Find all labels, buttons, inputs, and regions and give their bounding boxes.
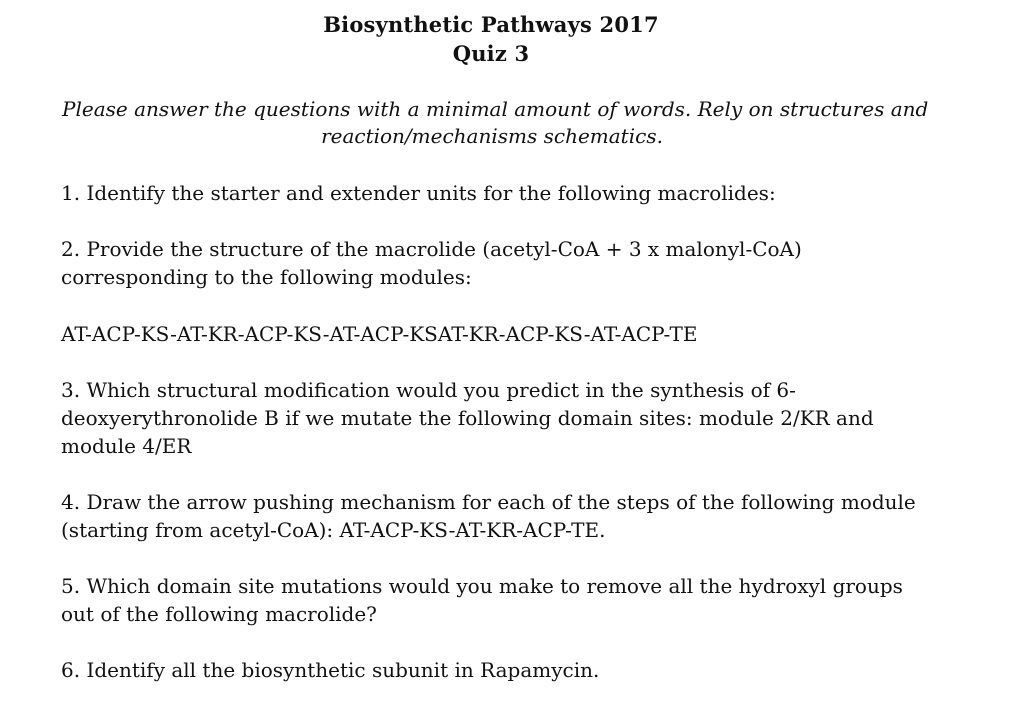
- question-3: [61, 376, 941, 460]
- question-2-line-2: corresponding to the following modules:: [61, 265, 472, 289]
- question-6-line-1: 6. Identify all the biosynthetic subunit in Rapamycin.: [61, 658, 600, 682]
- question-3-line-2: deoxyerythronolide B if we mutate the following domain sites: module 2/KR and: [61, 406, 874, 430]
- instructions-line-2: reaction/mechanisms schematics.: [321, 124, 663, 148]
- question-3-line-3: module 4/ER: [61, 434, 192, 458]
- question-1: [61, 179, 941, 207]
- question-5-line-2: out of the following macrolide?: [61, 602, 377, 626]
- quiz-number: Quiz 3: [452, 41, 530, 66]
- question-4-line-2: (starting from acetyl-CoA): AT-ACP-KS-AT-KR-ACP-TE.: [61, 518, 606, 542]
- question-5-line-1: 5. Which domain site mutations would you make to remove all the hydroxyl groups: [61, 574, 903, 598]
- question-2-line-1: 2. Provide the structure of the macrolide (acetyl-CoA + 3 x malonyl-CoA): [61, 237, 802, 261]
- module-sequence: [61, 320, 941, 348]
- question-2: [61, 235, 941, 291]
- question-1-line-1: 1. Identify the starter and extender units for the following macrolides:: [61, 181, 776, 205]
- module-sequence-text: AT-ACP-KS-AT-KR-ACP-KS-AT-ACP-KSAT-KR-ACP-KS-AT-ACP-TE: [61, 322, 698, 346]
- question-4: [61, 488, 941, 544]
- question-3-line-1: 3. Which structural modification would you predict in the synthesis of 6-: [61, 378, 796, 402]
- question-5: [61, 572, 941, 628]
- question-6: [61, 656, 941, 684]
- question-4-line-1: 4. Draw the arrow pushing mechanism for each of the steps of the following module: [61, 490, 916, 514]
- instructions: [62, 96, 929, 150]
- page-title: Biosynthetic Pathways 2017: [323, 12, 659, 37]
- instructions-line-1: Please answer the questions with a minimal amount of words. Rely on structures and: [62, 97, 929, 121]
